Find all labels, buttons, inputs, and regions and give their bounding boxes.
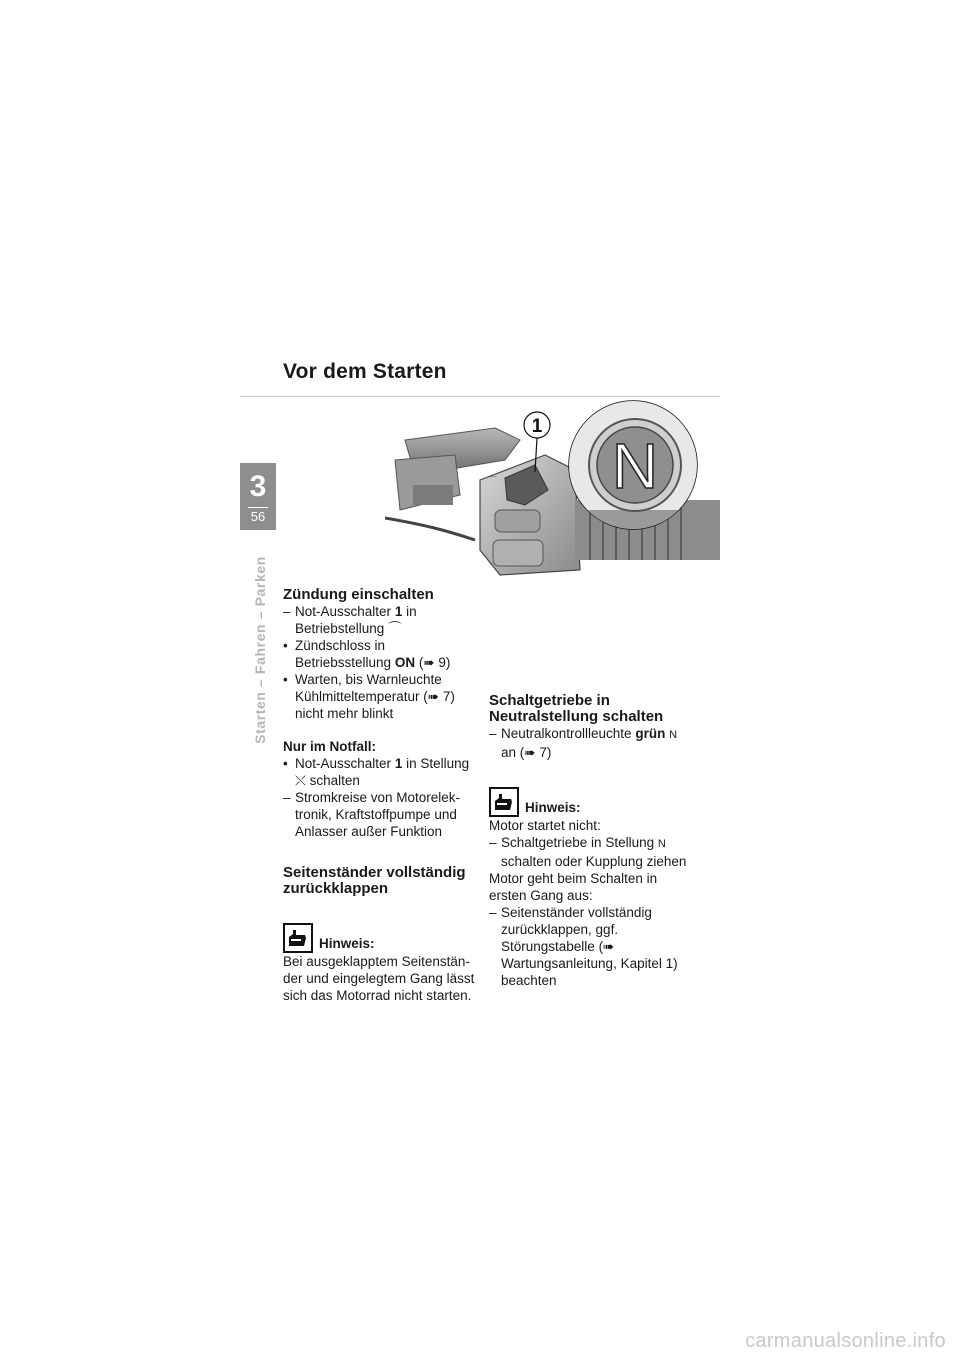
note-label: Hinweis: bbox=[525, 800, 581, 815]
item-text: schalten bbox=[309, 773, 360, 788]
note-hand-icon bbox=[489, 787, 519, 817]
callout-number: 1 bbox=[531, 416, 543, 437]
list-item bbox=[489, 834, 694, 870]
chapter-tab bbox=[240, 463, 276, 530]
item-text: Stromkreise von Motorelek-tronik, Kraftstoffpumpe und Anlasser außer Funktion bbox=[295, 790, 461, 839]
list-item bbox=[489, 904, 694, 989]
neutral-lamp-letter: N bbox=[611, 430, 659, 502]
bullet-marker: • bbox=[283, 672, 288, 687]
list-item bbox=[283, 637, 483, 671]
dash-marker: – bbox=[283, 604, 291, 619]
note-block bbox=[489, 787, 694, 989]
page-title: Vor dem Starten bbox=[283, 360, 447, 383]
item-text: Seitenständer vollständig zurückklappen, ggf. Störungstabelle (➠ Wartungsanleitung, Kapitel 1) beachten bbox=[501, 905, 678, 988]
heading-ignition: Zündung einschalten bbox=[283, 586, 434, 603]
neutral-icon: N bbox=[669, 729, 678, 741]
emergency-subheading: Nur im Notfall: bbox=[283, 739, 376, 754]
item-text: (➠ 9) bbox=[418, 655, 451, 670]
dash-marker: – bbox=[489, 726, 497, 741]
neutral-icon: N bbox=[657, 838, 666, 850]
chapter-side-label: Starten – Fahren – Parken bbox=[252, 556, 268, 744]
bullet-marker: • bbox=[283, 638, 288, 653]
dash-marker: – bbox=[489, 835, 497, 850]
switch-button-lower bbox=[493, 540, 543, 566]
off-position-icon: ⤬ bbox=[295, 773, 306, 788]
item-text: schalten oder Kupplung ziehen bbox=[501, 854, 687, 869]
watermark: carmanualsonline.info bbox=[745, 1330, 946, 1352]
note-block bbox=[283, 923, 483, 1004]
note-paragraph: Motor startet nicht: bbox=[489, 818, 601, 833]
title-divider bbox=[240, 396, 720, 397]
left-column bbox=[283, 587, 483, 1004]
item-text: Warten, bis Warnleuchte Kühlmitteltemperatur (➠ 7) nicht mehr blinkt bbox=[295, 672, 455, 721]
item-text: Neutralkontrollleuchte bbox=[501, 726, 632, 741]
item-text: Schaltgetriebe in Stellung bbox=[501, 835, 655, 850]
list-item bbox=[283, 671, 483, 722]
dash-marker: – bbox=[283, 790, 291, 805]
note-label: Hinweis: bbox=[319, 936, 375, 951]
item-text: Zündschloss in Betriebsstellung bbox=[295, 638, 392, 670]
right-column bbox=[489, 693, 694, 989]
mirror-mount-shape bbox=[413, 485, 453, 505]
dash-marker: – bbox=[489, 905, 497, 920]
handlebar-switch-illustration bbox=[385, 400, 720, 580]
item-text: in Betriebstellung bbox=[295, 604, 417, 636]
note-paragraph: Motor geht beim Schalten in ersten Gang aus: bbox=[489, 871, 658, 903]
switch-button-upper bbox=[495, 510, 540, 532]
run-position-icon: ⌒ bbox=[388, 621, 402, 636]
item-ref: 1 bbox=[394, 604, 403, 619]
chapter-number: 3 bbox=[249, 470, 267, 503]
heading-neutral: Schaltgetriebe in Neutralstellung schalten bbox=[489, 692, 664, 725]
item-text: in Stellung bbox=[406, 756, 470, 771]
bullet-marker: • bbox=[283, 756, 288, 771]
item-ref: ON bbox=[394, 655, 416, 670]
note-hand-icon bbox=[283, 923, 313, 953]
list-item bbox=[489, 725, 694, 761]
chapter-separator bbox=[248, 507, 268, 508]
list-item bbox=[283, 789, 483, 840]
item-text: an (➠ 7) bbox=[501, 745, 552, 760]
item-text: Not-Ausschalter bbox=[295, 604, 392, 619]
page-number: 56 bbox=[250, 509, 266, 524]
switch-marking: ⌒ bbox=[490, 477, 497, 484]
list-item bbox=[283, 755, 483, 789]
item-ref: grün bbox=[635, 726, 666, 741]
heading-sidestand: Seitenständer vollständig zurückklappen bbox=[283, 864, 466, 897]
list-item bbox=[283, 603, 483, 637]
note-text: Bei ausgeklapptem Seitenstän-der und eingelegtem Gang lässt sich das Motorrad nicht starten. bbox=[283, 954, 475, 1003]
item-text: Not-Ausschalter bbox=[295, 756, 392, 771]
item-ref: 1 bbox=[394, 756, 403, 771]
